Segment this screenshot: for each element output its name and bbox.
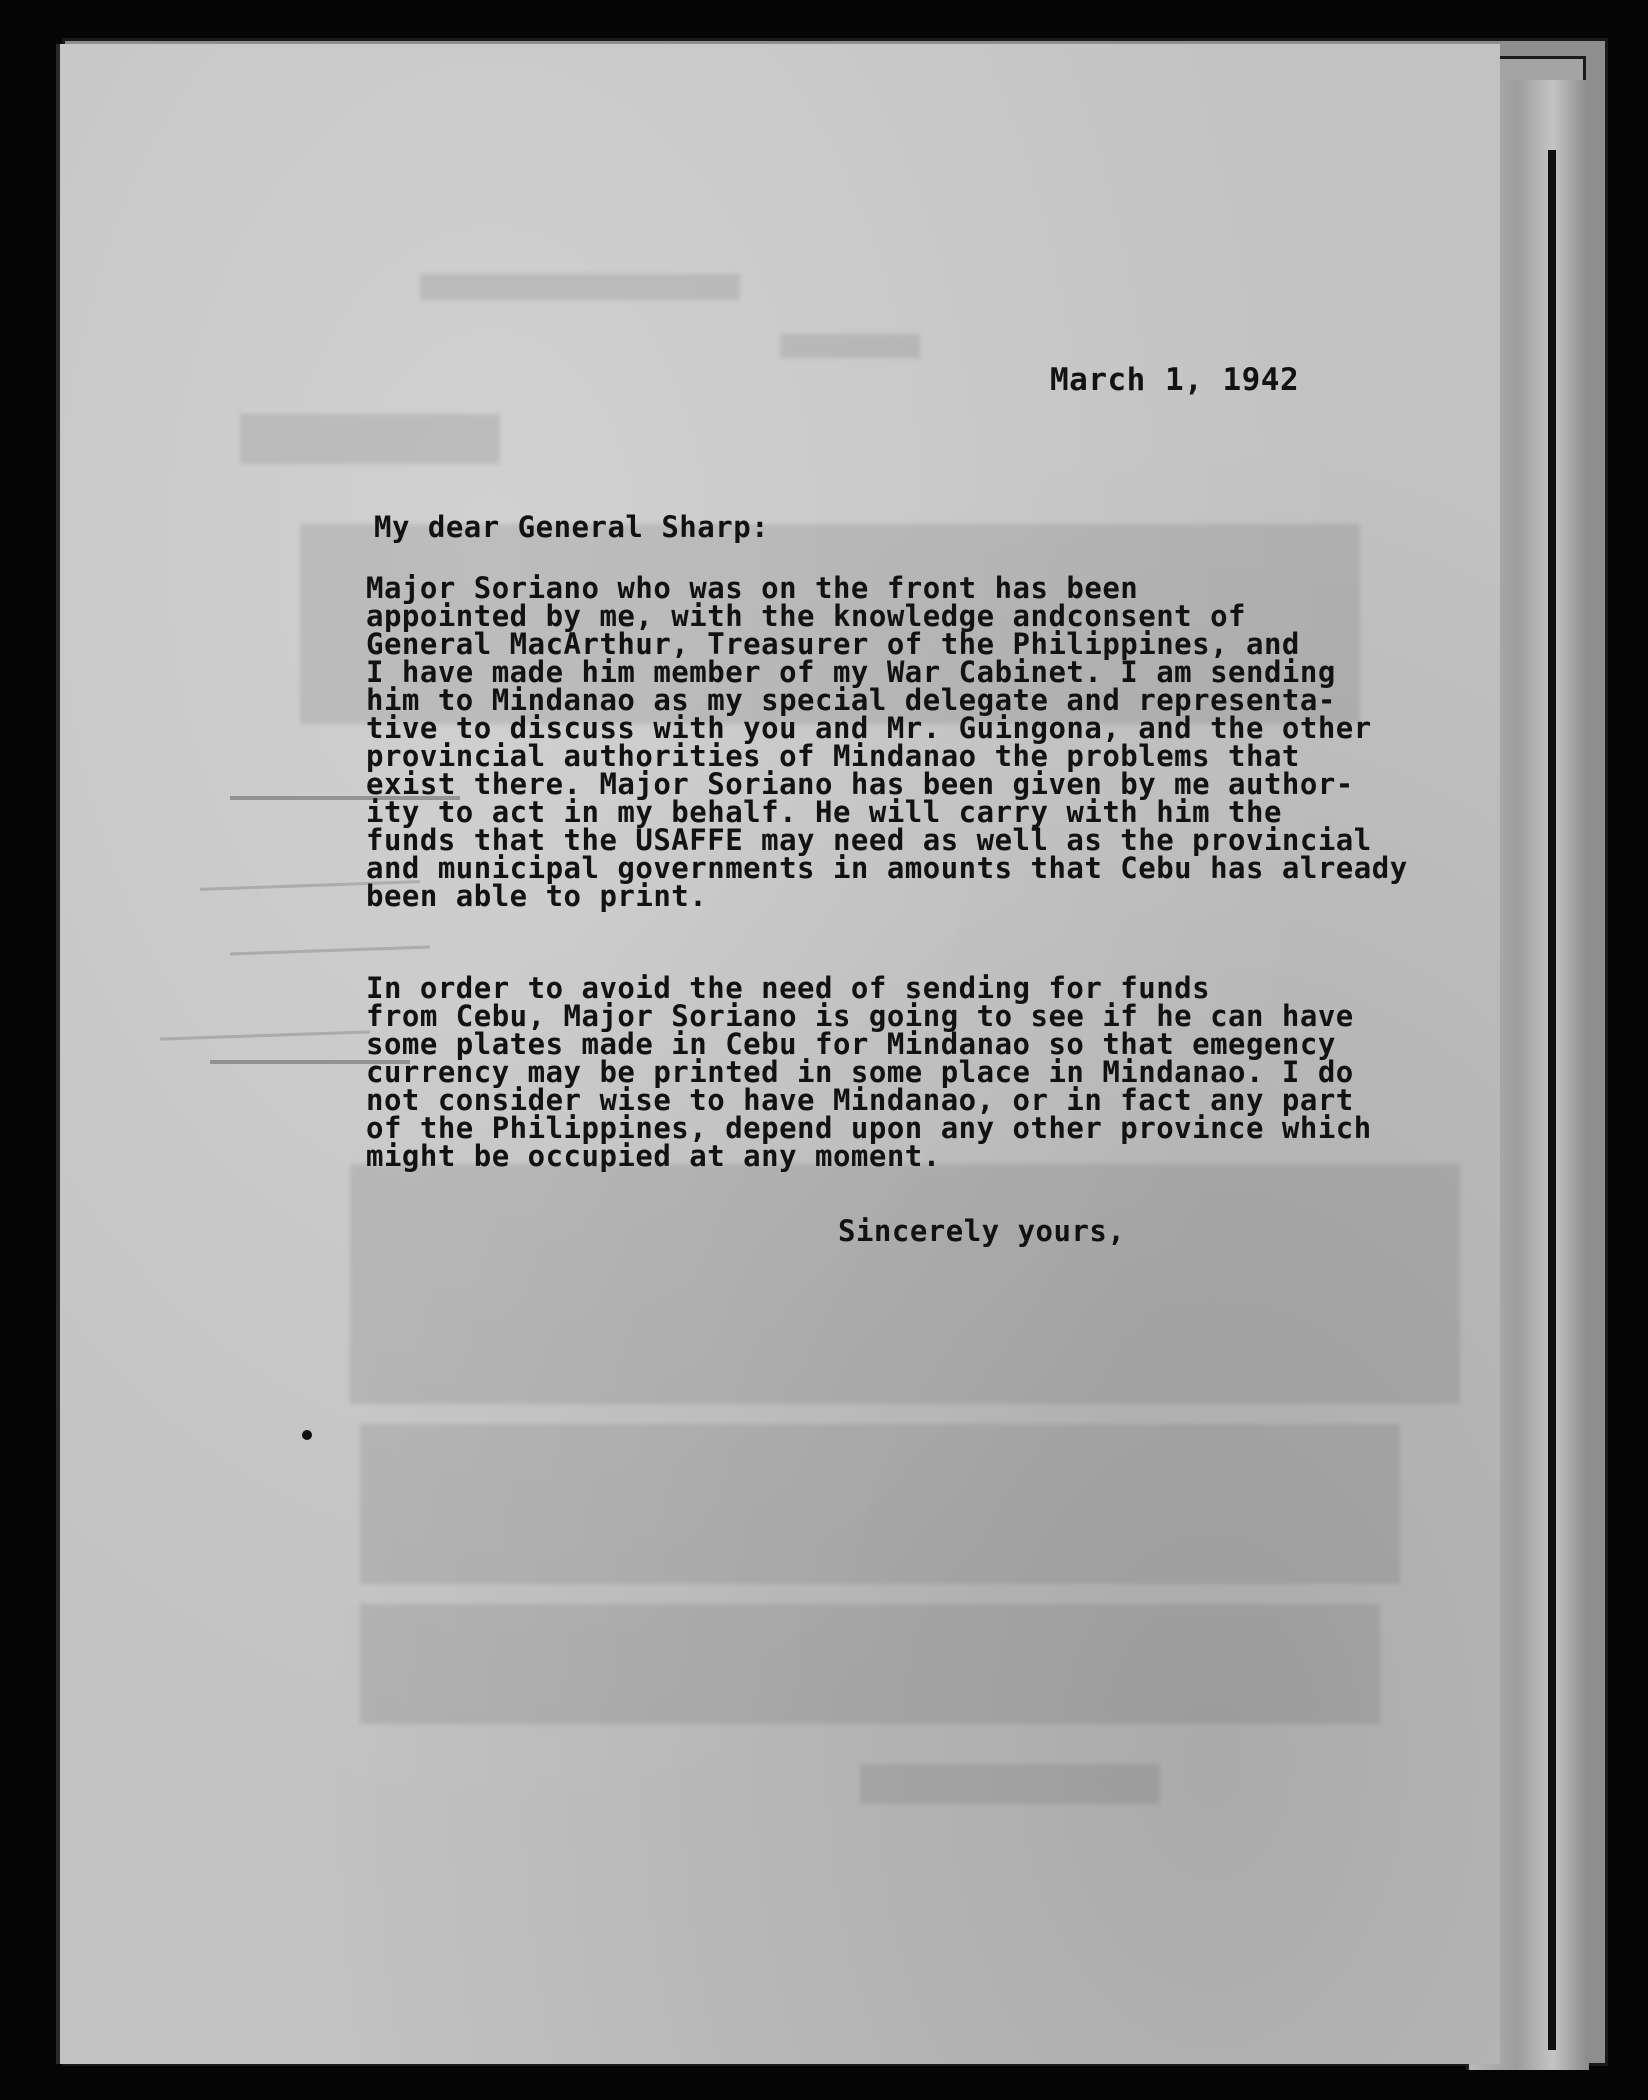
letter-date: March 1, 1942	[1050, 362, 1300, 398]
text-line: currency may be printed in some place in Mindanao. I do	[366, 1055, 1354, 1089]
text-line: In order to avoid the need of sending for funds	[366, 971, 1211, 1005]
bleed-through-text	[780, 334, 920, 358]
bleed-through-text	[350, 1164, 1460, 1404]
letter-closing: Sincerely yours,	[838, 1214, 1126, 1248]
text-line: some plates made in Cebu for Mindanao so that emegency	[366, 1027, 1336, 1061]
letter-salutation: My dear General Sharp:	[374, 510, 770, 544]
handwriting-mark	[160, 1030, 370, 1040]
bleed-through-text	[360, 1424, 1400, 1584]
text-line: him to Mindanao as my special delegate and representa-	[366, 683, 1336, 717]
binding-edge	[1548, 150, 1556, 2050]
text-line: General MacArthur, Treasurer of the Philippines, and	[366, 627, 1300, 661]
text-line: appointed by me, with the knowledge andconsent of	[366, 599, 1247, 633]
ink-dot	[302, 1430, 312, 1440]
text-line: Major Soriano who was on the front has been	[366, 571, 1139, 605]
bleed-through-text	[360, 1604, 1380, 1724]
text-line: funds that the USAFFE may need as well as the provincial	[366, 823, 1372, 857]
letter-page	[56, 44, 1500, 2064]
handwriting-mark	[230, 946, 430, 956]
bleed-through-text	[420, 274, 740, 300]
text-line: from Cebu, Major Soriano is going to see if he can have	[366, 999, 1354, 1033]
letter-paragraph-2	[366, 971, 1446, 1173]
text-line: and municipal governments in amounts that Cebu has already	[366, 851, 1408, 885]
text-line: exist there. Major Soriano has been given by me author-	[366, 767, 1354, 801]
letter-paragraph-1	[366, 571, 1446, 913]
bleed-through-text	[860, 1764, 1160, 1804]
text-line: been able to print.	[366, 879, 708, 913]
text-line: ity to act in my behalf. He will carry with him the	[366, 795, 1282, 829]
text-line: not consider wise to have Mindanao, or in fact any part	[366, 1083, 1354, 1117]
text-line: of the Philippines, depend upon any other province which	[366, 1111, 1372, 1145]
text-line: might be occupied at any moment.	[366, 1139, 941, 1173]
text-line: provincial authorities of Mindanao the problems that	[366, 739, 1300, 773]
text-line: tive to discuss with you and Mr. Guingona, and the other	[366, 711, 1372, 745]
bleed-through-text	[240, 414, 500, 464]
text-line: I have made him member of my War Cabinet. I am sending	[366, 655, 1336, 689]
